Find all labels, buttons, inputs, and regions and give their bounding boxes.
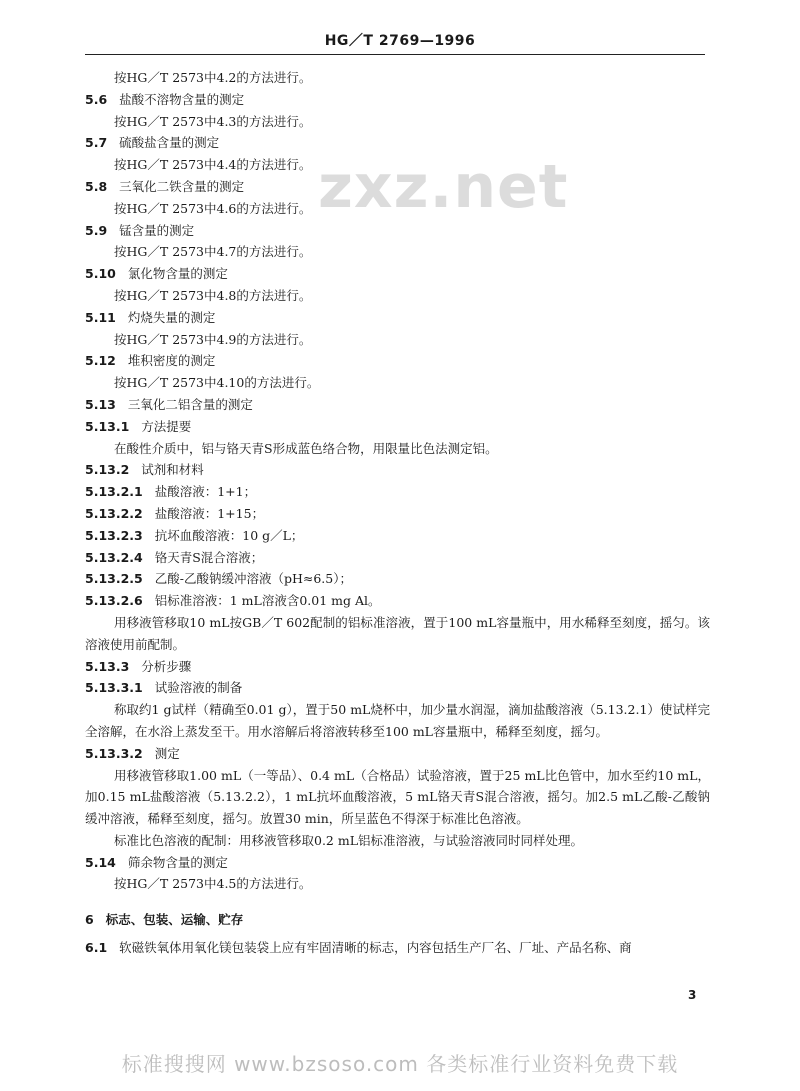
- clause-heading: [85, 677, 710, 699]
- clause-heading: [85, 743, 710, 765]
- clause-number: 5.13.3.2: [85, 745, 143, 761]
- clause-number: 5.7: [85, 135, 108, 151]
- clause-body: [85, 198, 710, 220]
- paragraph: 用移液管移取1.00 mL（一等品）、0.4 mL（合格品）试验溶液，置于25 mL比色管中，加水至约10 mL，加0.15 mL盐酸溶液（5.13.2.2），1 mL抗坏血酸溶液，5 mL铬天青S混合溶液，摇匀。加2.5 mL乙酸-乙酸钠缓冲溶液，稀释至刻度，摇匀。放置30 min，所呈蓝色不得深于标准比色溶液。: [85, 767, 710, 827]
- clause-number: 5.12: [85, 353, 116, 369]
- paragraph: [85, 937, 710, 959]
- clause-text: 乙酸-乙酸钠缓冲溶液（pH≈6.5）；: [154, 571, 352, 587]
- clause-heading: [85, 852, 710, 874]
- clause-text: 灼烧失量的测定: [127, 309, 216, 325]
- clause-number: 5.10: [85, 266, 116, 282]
- clause-number: 5.13.3.1: [85, 680, 143, 696]
- clause-number: 5.9: [85, 222, 108, 238]
- clause-number: 5.6: [85, 91, 108, 107]
- clause-text: 在酸性介质中，铝与铬天青S形成蓝色络合物，用限量比色法测定铝。: [114, 440, 498, 456]
- paragraph: 标准比色溶液的配制：用移液管移取0.2 mL铝标准溶液，与试验溶液同时同样处理。: [114, 832, 584, 848]
- section-title: 标志、包装、运输、贮存: [105, 912, 244, 928]
- clause-heading: [85, 590, 710, 612]
- clause-heading: [85, 394, 710, 416]
- clause-number: 5.13.1: [85, 418, 130, 434]
- clause-heading: [85, 176, 710, 198]
- clause-number: 5.13.2.5: [85, 571, 143, 587]
- clause-text: 抗坏血酸溶液：10 g／L；: [154, 527, 304, 543]
- clause-heading: [85, 132, 710, 154]
- clause-text: 按HG／T 2573中4.4的方法进行。: [114, 157, 312, 173]
- section-heading: [85, 909, 710, 931]
- clause-list: [85, 656, 710, 700]
- clause-number: 5.13.3: [85, 658, 130, 674]
- clause-text: 试验溶液的制备: [154, 680, 243, 696]
- section-number: 6: [85, 912, 94, 928]
- clause-text: 三氧化二铁含量的测定: [119, 178, 245, 194]
- clause-number: 5.13.2: [85, 462, 130, 478]
- clause-heading: [85, 503, 710, 525]
- clause-text: 按HG／T 2573中4.2的方法进行。: [114, 70, 312, 85]
- clause-body: [85, 241, 710, 263]
- clause-heading: [85, 656, 710, 678]
- clause-body: [85, 329, 710, 351]
- clause-text: 硫酸盐含量的测定: [119, 135, 220, 151]
- header-rule: [85, 54, 705, 55]
- clause-text: 锰含量的测定: [119, 222, 195, 238]
- clause-body: [85, 372, 710, 394]
- clause-text: 按HG／T 2573中4.3的方法进行。: [114, 113, 312, 129]
- clause-number: 5.13.2.6: [85, 593, 143, 609]
- clause-text: 按HG／T 2573中4.5的方法进行。: [114, 876, 312, 892]
- clause-heading: [85, 220, 710, 242]
- page-number: 3: [688, 988, 697, 1002]
- clause-heading: [85, 350, 710, 372]
- clause-body: [85, 67, 710, 89]
- clause-text: 按HG／T 2573中4.8的方法进行。: [114, 287, 312, 303]
- clause-number: 5.14: [85, 854, 116, 870]
- clause-text: 三氧化二铝含量的测定: [127, 396, 253, 412]
- clause-number: 5.11: [85, 309, 116, 325]
- clause-number: 5.13.2.4: [85, 549, 143, 565]
- clause-heading: [85, 547, 710, 569]
- clause-heading: [85, 263, 710, 285]
- paragraph: 用移液管移取10 mL按GB／T 602配制的铝标准溶液，置于100 mL容量瓶中，用水稀释至刻度，摇匀。该溶液使用前配制。: [85, 614, 710, 652]
- clause-text: 测定: [154, 745, 180, 761]
- clause-heading: [85, 525, 710, 547]
- clause-list: [85, 743, 710, 765]
- clause-text: 铬天青S混合溶液；: [154, 549, 264, 565]
- clause-heading: [85, 416, 710, 438]
- clause-list: [85, 852, 710, 896]
- clause-body: [85, 154, 710, 176]
- clause-number: 6.1: [85, 940, 108, 956]
- clause-number: 5.8: [85, 178, 108, 194]
- clause-text: 盐酸不溶物含量的测定: [119, 91, 245, 107]
- document-body: [85, 67, 710, 959]
- paragraph: 称取约1 g试样（精确至0.01 g），置于50 mL烧杯中，加少量水润湿，滴加盐酸溶液（5.13.2.1）使试样完全溶解，在水浴上蒸发至干。用水溶解后将溶液转移至100 mL容量瓶中，稀释至刻度，摇匀。: [85, 702, 710, 739]
- watermark-text: zxz.net: [318, 152, 569, 222]
- clause-text: 按HG／T 2573中4.10的方法进行。: [114, 375, 320, 391]
- clause-text: 按HG／T 2573中4.7的方法进行。: [114, 244, 312, 260]
- clause-text: 筛余物含量的测定: [127, 854, 228, 870]
- clause-text: 方法提要: [141, 418, 192, 434]
- clause-text: 盐酸溶液：1+15；: [154, 505, 265, 521]
- clause-number: 5.13.2.1: [85, 484, 143, 500]
- clause-heading: [85, 481, 710, 503]
- clause-body: [85, 111, 710, 133]
- clause-heading: [85, 307, 710, 329]
- clause-heading: [85, 89, 710, 111]
- clause-text: 分析步骤: [141, 658, 192, 674]
- clause-text: 按HG／T 2573中4.9的方法进行。: [114, 331, 312, 347]
- footer-watermark: 标准搜搜网 www.bzsoso.com 各类标准行业资料免费下载: [121, 1052, 679, 1076]
- clause-heading: [85, 459, 710, 481]
- clause-list: [85, 67, 710, 612]
- clause-body: [85, 438, 710, 460]
- clause-heading: [85, 568, 710, 590]
- clause-number: 5.13.2.2: [85, 505, 143, 521]
- clause-text: 试剂和材料: [141, 462, 204, 478]
- clause-text: 软磁铁氧体用氧化镁包装袋上应有牢固清晰的标志，内容包括生产厂名、厂址、产品名称、商: [119, 940, 632, 956]
- clause-body: [85, 873, 710, 895]
- clause-text: 铝标准溶液：1 mL溶液含0.01 mg Al。: [154, 593, 381, 609]
- clause-body: [85, 285, 710, 307]
- document-header: HG／T 2769—1996: [324, 33, 476, 49]
- clause-text: 氯化物含量的测定: [127, 266, 228, 282]
- clause-number: 5.13: [85, 396, 116, 412]
- clause-text: 盐酸溶液：1+1；: [154, 484, 257, 500]
- clause-text: 堆积密度的测定: [127, 353, 216, 369]
- clause-text: 按HG／T 2573中4.6的方法进行。: [114, 200, 312, 216]
- clause-number: 5.13.2.3: [85, 527, 143, 543]
